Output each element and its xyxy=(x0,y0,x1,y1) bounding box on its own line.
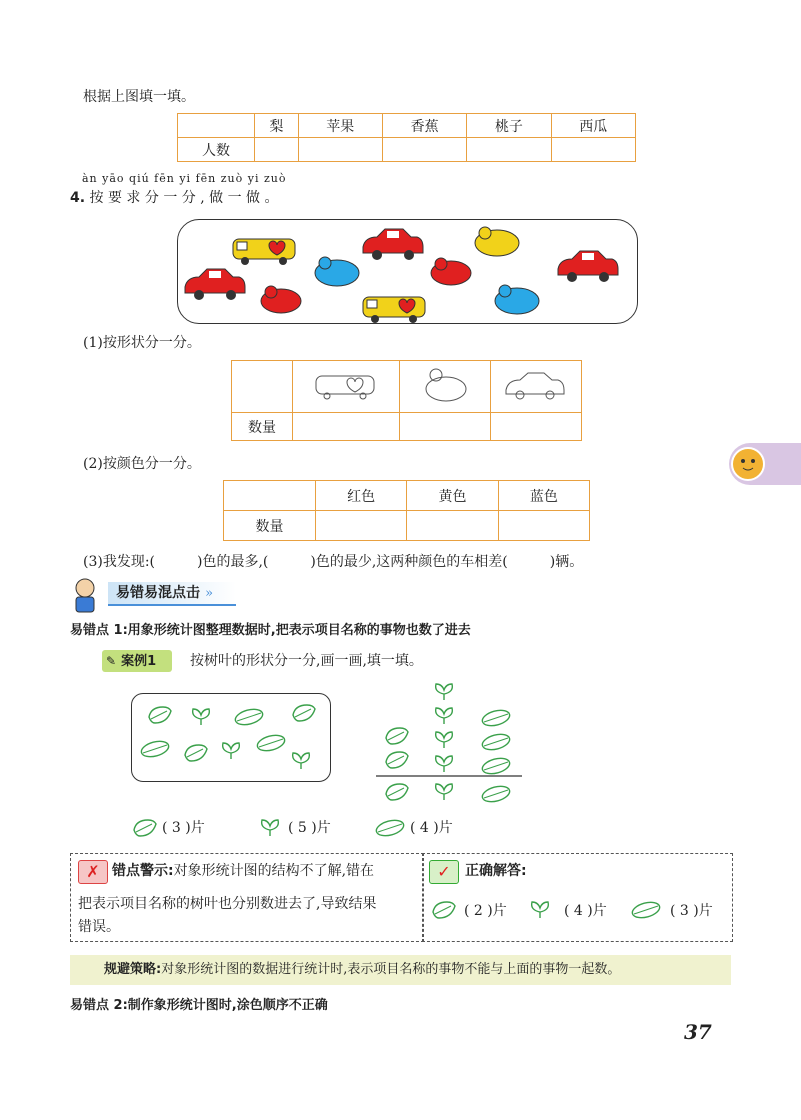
oval-leaf-icon xyxy=(386,752,408,768)
color-cell[interactable] xyxy=(316,511,407,541)
strategy-label: 规避策略: xyxy=(104,962,162,977)
long-leaf-icon xyxy=(140,739,171,760)
strategy-banner xyxy=(70,955,731,985)
fruit-cell[interactable] xyxy=(255,138,299,162)
correct-answer-oval: ( 2 )片 xyxy=(464,903,507,919)
bus-outline-cell xyxy=(293,361,400,413)
maple-leaf-icon xyxy=(436,684,453,700)
fruit-header: 梨 xyxy=(255,114,299,138)
error1-title: 易错点 1:用象形统计图整理数据时,把表示项目名称的事物也数了进去 xyxy=(70,623,471,638)
yellow-bus-icon xyxy=(363,297,425,323)
correct-label: 正确解答: xyxy=(465,863,527,879)
shape-row-label: 数量 xyxy=(232,413,293,441)
maple-leaf-icon xyxy=(223,743,240,759)
oval-leaf-icon xyxy=(185,745,207,761)
tiger-face-icon xyxy=(731,447,765,481)
strategy-text: 对象形统计图的数据进行统计时,表示项目名称的事物不能与上面的事物一起数。 xyxy=(161,962,621,977)
blue-mouse-icon xyxy=(495,285,539,314)
fruit-cell[interactable] xyxy=(298,138,382,162)
red-car-icon xyxy=(558,251,618,282)
check-icon: ✓ xyxy=(429,860,459,884)
shape-table xyxy=(231,360,582,441)
maple-leaf-icon xyxy=(436,756,453,772)
red-mouse-icon xyxy=(431,258,471,285)
pinyin-line: àn yāo qiú fēn yi fēn zuò yi zuò xyxy=(82,172,287,185)
case-badge xyxy=(102,650,172,672)
maple-leaf-icon xyxy=(193,709,210,725)
wrong-answer-maple: ( 5 )片 xyxy=(288,820,331,836)
long-leaf-icon xyxy=(234,707,265,728)
toys-illustration xyxy=(177,219,637,324)
long-leaf-icon xyxy=(630,898,664,922)
fruit-header: 桃子 xyxy=(467,114,551,138)
warning-text-3: 错误。 xyxy=(78,919,120,935)
question-title: 按 要 求 分 一 分 , 做 一 做 。 xyxy=(89,190,279,206)
maple-leaf-icon xyxy=(436,708,453,724)
fruit-table xyxy=(177,113,636,162)
intro-text: 根据上图填一填。 xyxy=(83,89,195,105)
long-leaf-icon xyxy=(481,784,512,805)
bus-outline-icon xyxy=(313,370,379,400)
fruit-cell[interactable] xyxy=(551,138,635,162)
mouse-outline-icon xyxy=(420,365,470,405)
question-number: 4. xyxy=(70,190,86,206)
teacher-icon xyxy=(66,576,104,614)
side-tab xyxy=(729,443,801,485)
yellow-mouse-icon xyxy=(475,227,519,256)
maple-leaf-icon xyxy=(436,732,453,748)
leaves-illustration xyxy=(131,693,331,783)
red-mouse-icon xyxy=(261,286,301,313)
oval-leaf-icon xyxy=(132,816,160,840)
oval-leaf-icon xyxy=(149,707,171,723)
correct-answer-maple: ( 4 )片 xyxy=(564,903,607,919)
color-table xyxy=(223,480,590,541)
mouse-outline-cell xyxy=(400,361,491,413)
color-row-label: 数量 xyxy=(224,511,316,541)
fruit-header: 香蕉 xyxy=(382,114,466,138)
color-cell[interactable] xyxy=(407,511,498,541)
oval-leaf-icon xyxy=(431,898,459,922)
shape-cell[interactable] xyxy=(491,413,582,441)
shape-cell[interactable] xyxy=(400,413,491,441)
section-header xyxy=(108,582,236,606)
wrong-answer-oval: ( 3 )片 xyxy=(162,820,205,836)
case-label: 案例1 xyxy=(121,654,157,669)
page-number: 37 xyxy=(684,1020,712,1044)
oval-leaf-icon xyxy=(386,784,408,800)
maple-leaf-icon xyxy=(436,784,453,800)
red-car-icon xyxy=(185,269,245,300)
fruit-row-label: 人数 xyxy=(178,138,255,162)
correct-answer-long: ( 3 )片 xyxy=(670,903,713,919)
color-header: 红色 xyxy=(316,481,407,511)
long-leaf-icon xyxy=(481,732,512,753)
maple-leaf-icon xyxy=(256,814,284,840)
shape-cell[interactable] xyxy=(293,413,400,441)
warning-text-1: 对象形统计图的结构不了解,错在 xyxy=(173,863,375,879)
oval-leaf-icon xyxy=(293,705,315,721)
cross-icon: ✗ xyxy=(78,860,108,884)
fruit-header: 苹果 xyxy=(298,114,382,138)
part3-text: (3)我发现:( )色的最多,( )色的最少,这两种颜色的车相差( )辆。 xyxy=(83,554,584,570)
long-leaf-icon xyxy=(481,708,512,729)
long-leaf-icon xyxy=(256,733,287,754)
maple-leaf-icon xyxy=(293,753,310,769)
maple-leaf-icon xyxy=(526,896,554,922)
part2-label: (2)按颜色分一分。 xyxy=(83,456,201,472)
wrong-answer-long: ( 4 )片 xyxy=(410,820,453,836)
fruit-cell[interactable] xyxy=(382,138,466,162)
pencil-icon: ✎ xyxy=(106,654,117,668)
error2-title: 易错点 2:制作象形统计图时,涂色顺序不正确 xyxy=(70,998,328,1013)
warning-label: 错点警示: xyxy=(112,863,174,879)
yellow-bus-icon xyxy=(233,239,295,265)
color-header: 蓝色 xyxy=(498,481,589,511)
car-outline-icon xyxy=(504,370,568,400)
warning-text-2: 把表示项目名称的树叶也分别数进去了,导致结果 xyxy=(78,896,377,912)
fruit-header: 西瓜 xyxy=(551,114,635,138)
section-title: 易错易混点击 xyxy=(116,585,200,601)
leaf-pictograph xyxy=(372,678,522,808)
color-cell[interactable] xyxy=(498,511,589,541)
blue-mouse-icon xyxy=(315,257,359,286)
color-header: 黄色 xyxy=(407,481,498,511)
car-outline-cell xyxy=(491,361,582,413)
long-leaf-icon xyxy=(481,756,512,777)
double-chevron-icon: » xyxy=(205,586,214,601)
case-text: 按树叶的形状分一分,画一画,填一填。 xyxy=(190,653,423,669)
oval-leaf-icon xyxy=(386,728,408,744)
part1-label: (1)按形状分一分。 xyxy=(83,335,201,351)
red-car-icon xyxy=(363,229,423,260)
fruit-cell[interactable] xyxy=(467,138,551,162)
long-leaf-icon xyxy=(374,816,408,840)
